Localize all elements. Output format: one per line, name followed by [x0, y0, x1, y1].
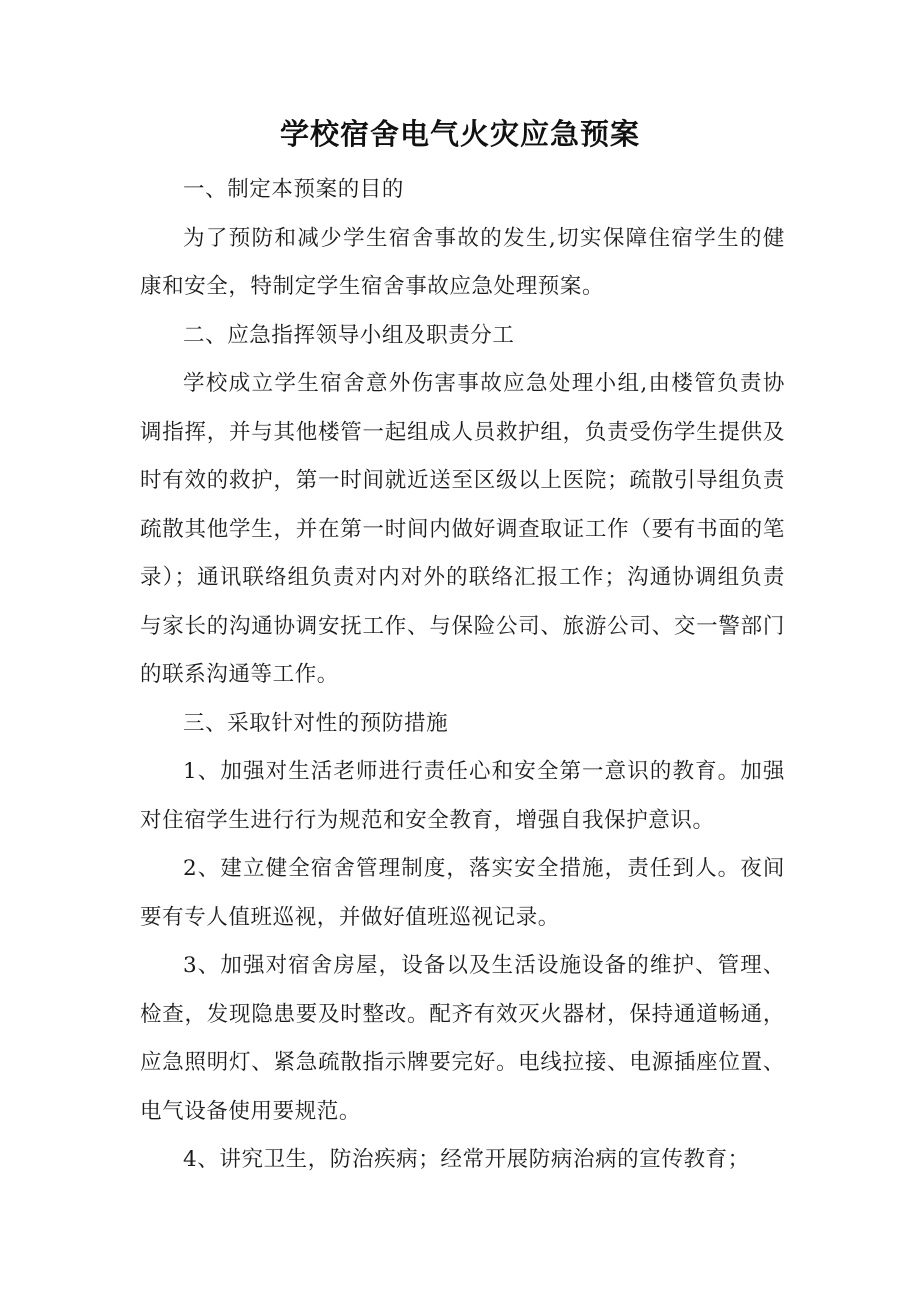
- document-title: 学校宿舍电气火灾应急预案: [279, 117, 640, 151]
- paragraph-purpose: 为了预防和减少学生宿舍事故的发生,切实保障住宿学生的健康和安全，特制定学生宿舍事故应急处理预案。: [140, 225, 785, 299]
- paragraph-measure-1: 1、加强对生活老师进行责任心和安全第一意识的教育。加强对住宿学生进行行为规范和安全教育，增强自我保护意识。: [140, 759, 785, 833]
- section-heading-leadership: 二、应急指挥领导小组及职责分工: [183, 322, 515, 348]
- paragraph-measure-2: 2、建立健全宿舍管理制度，落实安全措施，责任到人。夜间要有专人值班巡视，并做好值班巡视记录。: [140, 856, 785, 930]
- section-heading-purpose: 一、制定本预案的目的: [183, 177, 405, 202]
- section-heading-measures: 三、采取针对性的预防措施: [183, 710, 449, 736]
- paragraph-leadership: 学校成立学生宿舍意外伤害事故应急处理小组,由楼管负责协调指挥，并与其他楼管一起组成人员救护组，负责受伤学生提供及时有效的救护，第一时间就近送至区级以上医院；疏散引导组负责疏散其他学生，并在第一时间内做好调查取证工作（要有书面的笔录）；通讯联络组负责对内对外的联络汇报工作；沟通协调组负责与家长的沟通协调安抚工作、与保险公司、旅游公司、交一警部门的联系沟通等工作。: [140, 371, 785, 687]
- paragraph-measure-4: 4、讲究卫生，防治疾病；经常开展防病治病的宣传教育；: [183, 1147, 750, 1172]
- paragraph-measure-3: 3、加强对宿舍房屋，设备以及生活设施设备的维护、管理、检查，发现隐患要及时整改。配齐有效灭火器材，保持通道畅通，应急照明灯、紧急疏散指示牌要完好。电线拉接、电源插座位置、电气设备使用要规范。: [140, 953, 785, 1124]
- document-body: [140, 166, 785, 1185]
